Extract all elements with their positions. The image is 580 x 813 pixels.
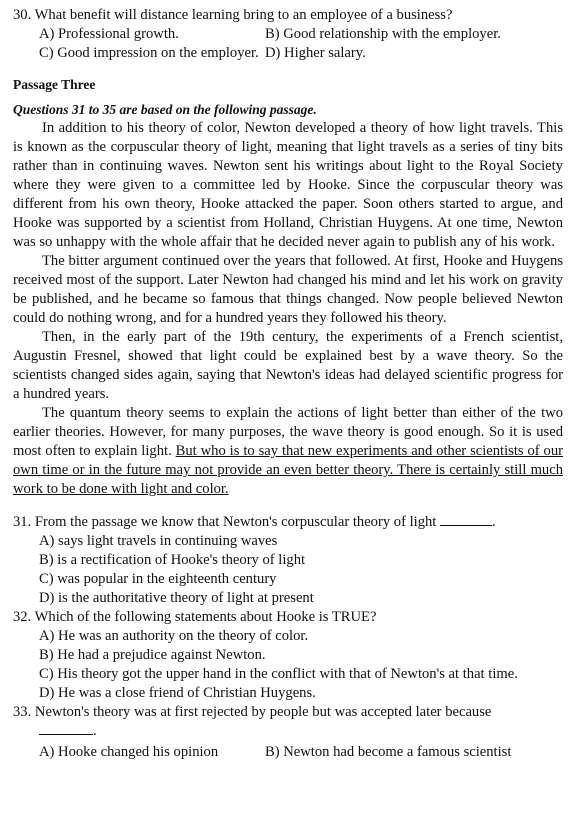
passage-instruction: Questions 31 to 35 are based on the following passage. [13,102,317,117]
option-c: C) His theory got the upper hand in the conflict with that of Newton's at that time. [39,666,518,682]
exam-page [13,6,563,762]
question-30 [13,6,563,63]
option-a: A) He was an authority on the theory of color. [39,628,309,644]
paragraph-text: The quantum theory seems to explain the actions of light better than either of the two earlier theories. However, for many purposes, the wave theory is good enough. So it is used most often to explain light. [13,405,563,459]
option-b: B) is a rectification of Hooke's theory of light [39,552,306,568]
passage-heading: Passage Three [13,77,96,92]
option-c: C) Good impression on the employer. [39,45,259,61]
option-c: C) was popular in the eighteenth century [39,571,277,587]
underlined-text: But who is to say that new experiments and other scientists of our own time or in the future may not provide an even better theory. There is certainly still much work to be done with light and color. [13,443,564,497]
question-stem: What benefit will distance learning bring to an employee of a business? [34,7,453,23]
question-stem: From the passage we know that Newton's corpuscular theory of light [34,514,437,530]
option-b: B) He had a prejudice against Newton. [39,647,266,663]
question-number: 30. [13,7,32,23]
answer-blank [39,722,93,735]
option-d: D) He was a close friend of Christian Huygens. [39,685,316,701]
passage-paragraph-2: The bitter argument continued over the years that followed. At first, Hooke and Huygens received most of the support. Later Newton had changed his mind and let his work on gravity be published, and he became so famous that things changed. Now people believed Newton could do nothing wrong, and for a hundred years they followed his theory. [13,253,563,326]
question-stem: Newton's theory was at first rejected by people but was accepted later because [34,704,492,720]
answer-blank [440,513,492,526]
option-b: B) Good relationship with the employer. [265,26,501,42]
option-b: B) Newton had become a famous scientist [265,744,512,760]
option-d: D) is the authoritative theory of light at present [39,590,314,606]
option-d: D) Higher salary. [265,45,366,61]
question-33: 33. Newton's theory was at first rejected by people but was accepted later because . A) Hooke changed his opinion B) Newton had become a famous scientist [13,704,512,760]
question-stem: Which of the following statements about Hooke is TRUE? [34,609,377,625]
question-number: 33. [13,704,32,720]
option-a: A) Hooke changed his opinion [39,744,219,760]
passage-paragraph-3: Then, in the early part of the 19th century, the experiments of a French scientist, Augustin Fresnel, showed that light could be explained best by a wave theory. So the scientists changed sides again, saying that Newton's ideas had delayed scientific progress for a hundred years. [13,329,563,402]
passage-paragraph-4 [13,404,563,499]
question-number: 32. [13,609,32,625]
question-31: 31. From the passage we know that Newton's corpuscular theory of light . A) says light travels in continuing waves B) is a rectification of Hooke's theory of light C) was popular in the eighteenth century D) is the authoritative theory of light at present [13,513,563,608]
option-a: A) Professional growth. [39,26,179,42]
question-32 [13,608,563,703]
question-number: 31. [13,514,32,530]
option-a: A) says light travels in continuing waves [39,533,278,549]
passage-paragraph-1: In addition to his theory of color, Newton developed a theory of how light travels. This is known as the corpuscular theory of light, meaning that light travels as a series of tiny bits rather than in continuing waves. Newton sent his writings about light to the Royal Society where they were given to a committee led by Hooke. Since the corpuscular theory was different from his own theory, Hooke attacked the paper. Soon others started to argue, and Hooke was supported by a scientist from Holland, Christian Huygens. At one time, Newton was so unhappy with the whole affair that he decided never again to publish any of his work. [13,120,563,250]
